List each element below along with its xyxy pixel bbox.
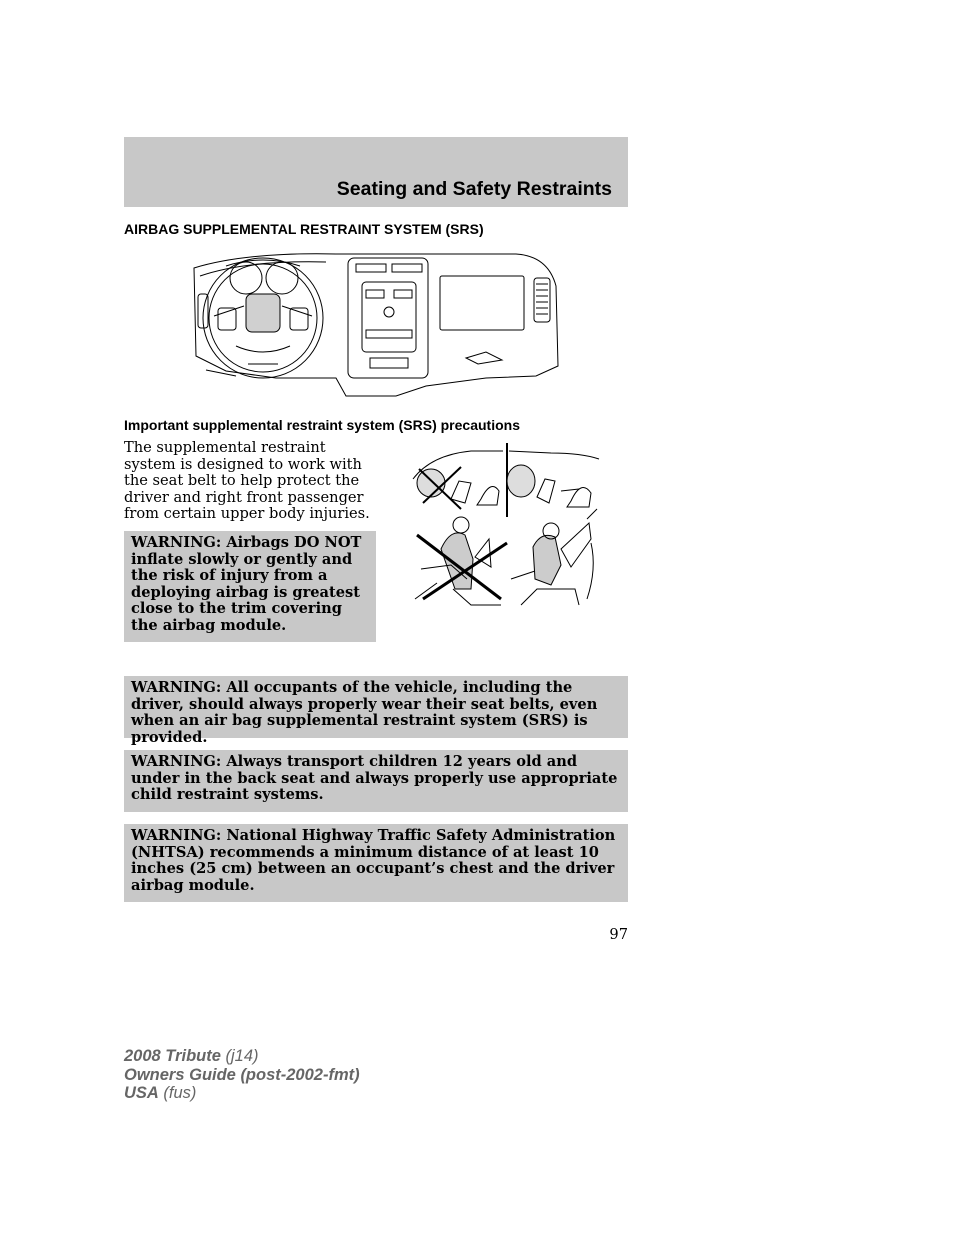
footer-guide: Owners Guide (post-2002-fmt) [124, 1065, 360, 1084]
occupant-airbag-illustration [411, 439, 601, 609]
page-number: 97 [609, 926, 628, 943]
intro-paragraph: The supplemental restraint system is designed to work with the seat belt to help protect the driver and right front passenger from certain upper body injuries. [124, 439, 370, 522]
dashboard-airbag-illustration [186, 246, 561, 402]
document-footer [124, 1047, 360, 1103]
footer-market: USA [124, 1084, 159, 1102]
chapter-title: Seating and Safety Restraints [336, 178, 612, 200]
section-header-band [124, 137, 628, 207]
warning-box-seat-belts: WARNING: All occupants of the vehicle, including the driver, should always properly wear their seat belts, even when an air bag supplemental restraint system (SRS) is provided. [124, 676, 628, 738]
subsection-title: Important supplemental restraint system (SRS) precautions [124, 417, 520, 433]
warning-box-children: WARNING: Always transport children 12 years old and under in the back seat and always properly use appropriate child restraint systems. [124, 750, 628, 812]
footer-market-code: (fus) [158, 1084, 197, 1102]
footer-model-code: (j14) [220, 1047, 259, 1065]
warning-box-nhtsa-distance: WARNING: National Highway Traffic Safety Administration (NHTSA) recommends a minimum distance of at least 10 inches (25 cm) between an occupant’s chest and the driver airbag module. [124, 824, 628, 902]
section-title: AIRBAG SUPPLEMENTAL RESTRAINT SYSTEM (SRS) [124, 221, 484, 237]
warning-box-airbag-inflation: WARNING: Airbags DO NOT inflate slowly or gently and the risk of injury from a deploying airbag is greatest close to the trim covering the airbag module. [124, 531, 376, 642]
footer-model: 2008 Tribute [124, 1047, 221, 1065]
